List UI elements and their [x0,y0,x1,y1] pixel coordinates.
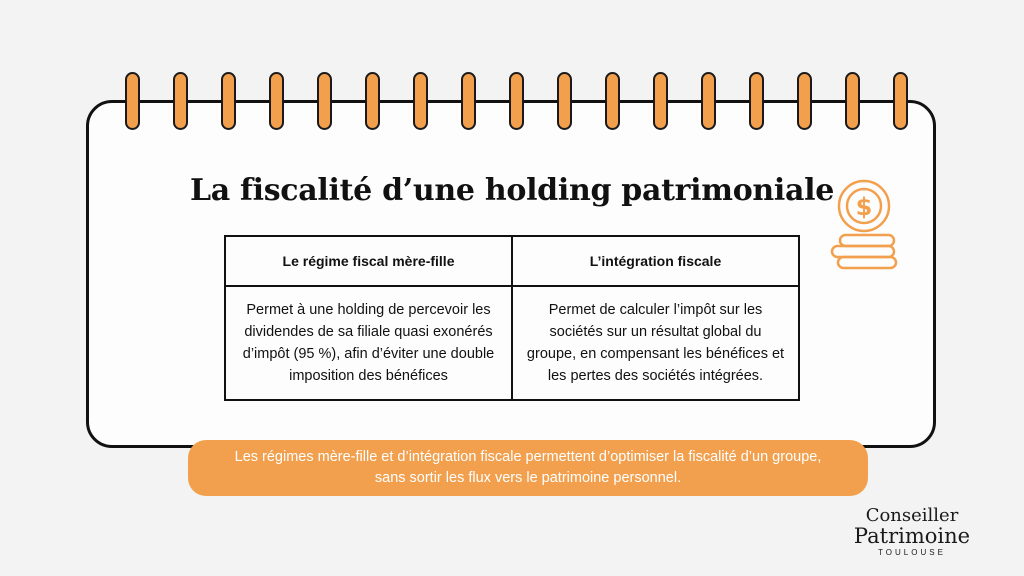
notebook-ring-icon [701,72,716,130]
coin-stack-dollar-icon [826,178,902,278]
notebook-ring-icon [173,72,188,130]
notebook-ring-icon [125,72,140,130]
notebook-ring-icon [797,72,812,130]
notebook-ring-icon [509,72,524,130]
notebook-ring-icon [317,72,332,130]
notebook-ring-icon [893,72,908,130]
notebook-ring-icon [845,72,860,130]
header-regime-mere-fille: Le régime fiscal mère-fille [225,236,512,286]
cell-integration-fiscale: Permet de calculer l’impôt sur les sociétés sur un résultat global du groupe, en compensant les bénéfices et les pertes des sociétés intégrées. [512,286,799,400]
summary-banner [188,440,868,496]
notebook-ring-icon [749,72,764,130]
comparison-table [224,235,800,401]
brand-logo [852,506,972,557]
logo-line-3: TOULOUSE [878,548,946,557]
notebook-ring-icon [461,72,476,130]
page-title: La fiscalité d’une holding patrimoniale [189,173,835,208]
logo-line-2: Patrimoine [853,524,971,548]
cell-regime-mere-fille: Permet à une holding de percevoir les dividendes de sa filiale quasi exonérés d’impôt (95 %), afin d’éviter une double imposition des bénéfices [225,286,512,400]
notebook-ring-icon [413,72,428,130]
notebook-ring-icon [557,72,572,130]
notebook-ring-icon [605,72,620,130]
logo-line-1: Conseiller [865,505,959,526]
header-integration-fiscale: L’intégration fiscale [512,236,799,286]
summary-text: Les régimes mère-fille et d’intégration fiscale permettent d’optimiser la fiscalité d’un groupe, sans sortir les flux vers le patrimoine personnel. [234,449,822,486]
notebook-ring-icon [653,72,668,130]
notebook-ring-icon [365,72,380,130]
svg-text:$: $ [855,193,873,221]
notebook-ring-icon [269,72,284,130]
notebook-ring-icon [221,72,236,130]
